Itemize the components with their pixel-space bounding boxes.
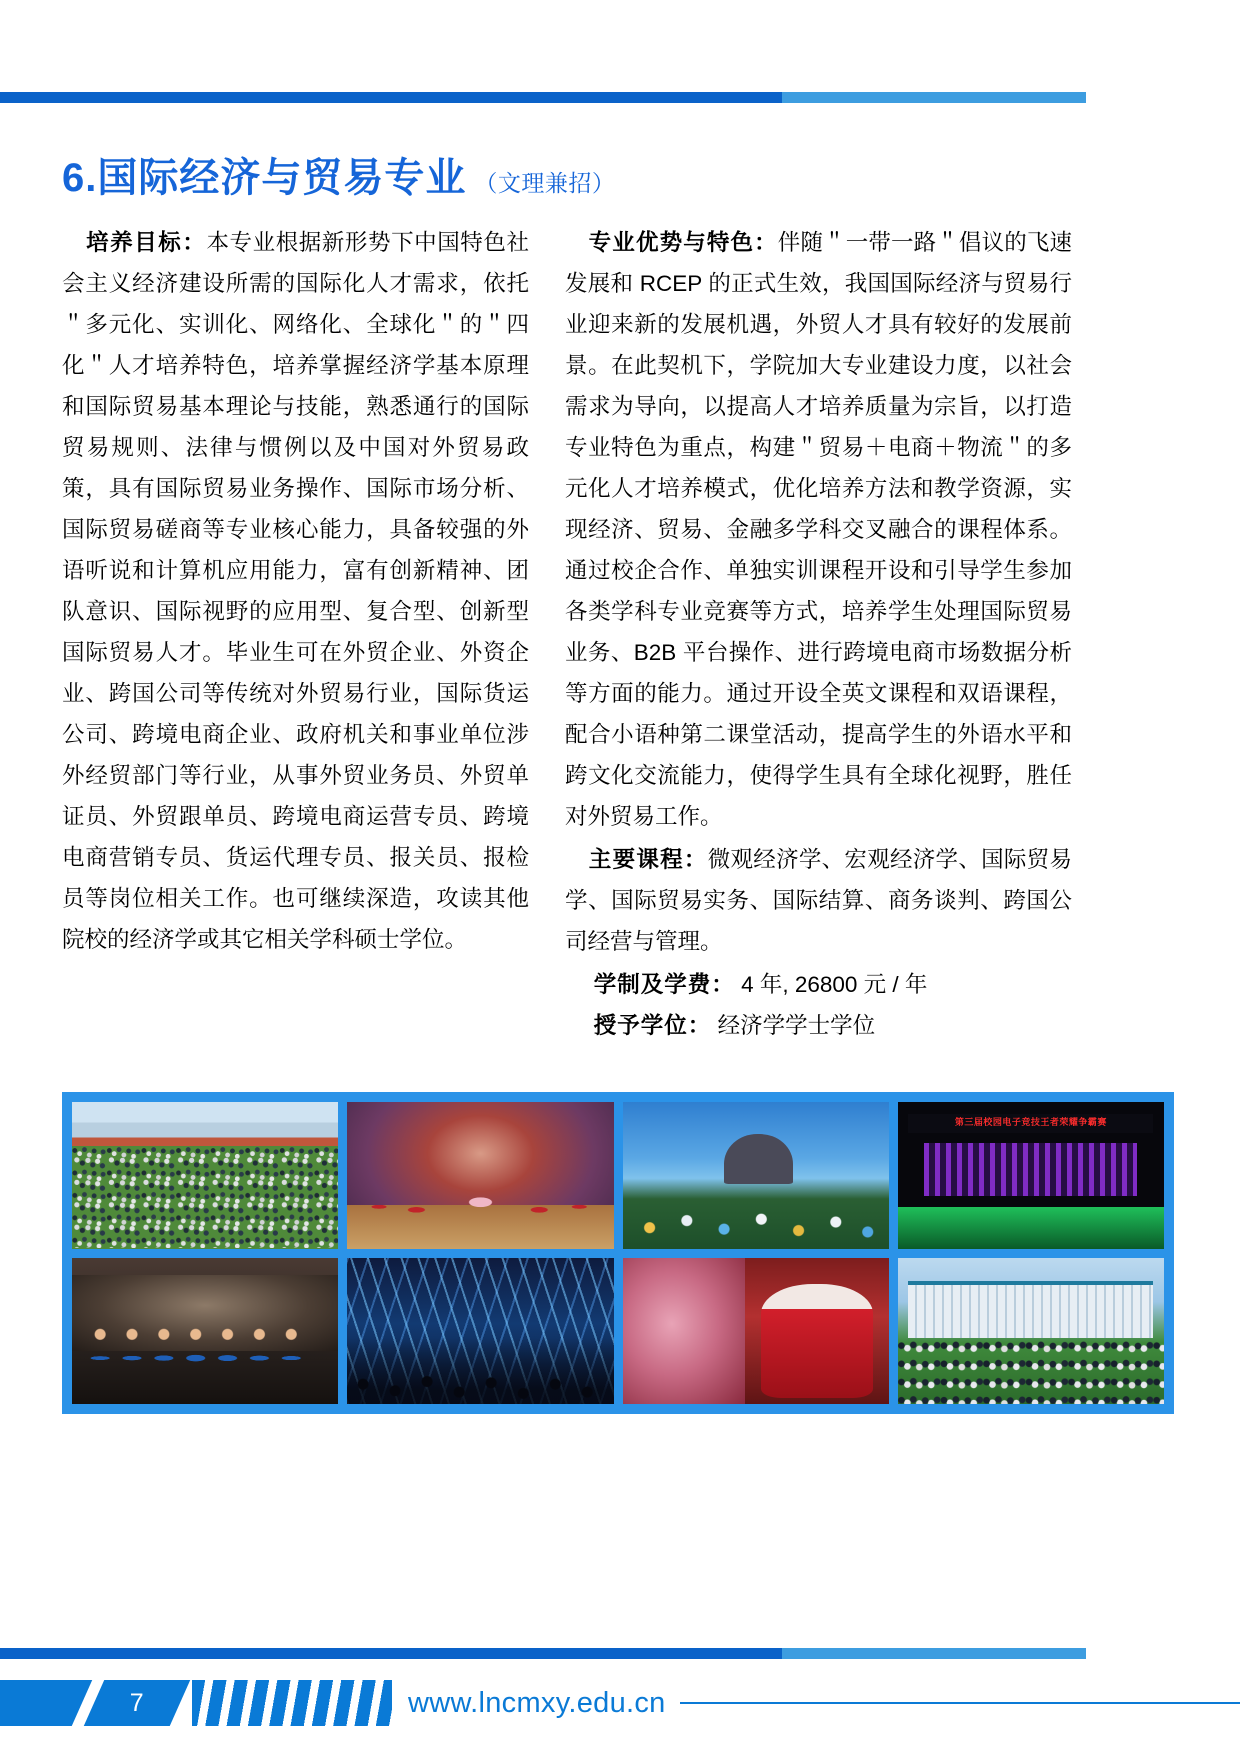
photo-concert-crowd-blue-lights [347, 1258, 613, 1405]
photo-esports-competition-stage [898, 1102, 1164, 1249]
duration-value: 4 年, 26800 元 / 年 [741, 972, 928, 997]
page-number-badge [84, 1680, 190, 1726]
duration-label: 学制及学费： [593, 972, 735, 997]
photo-campus-building-crowd [898, 1258, 1164, 1405]
left-column [62, 222, 529, 1046]
footer-diagonal-stripes [192, 1680, 392, 1726]
photo-campus-field-assembly [72, 1102, 338, 1249]
advantages-paragraph [565, 222, 1072, 837]
courses-body: 微观经济学、宏观经济学、国际贸易学、国际贸易实务、国际结算、商务谈判、跨国公司经营与管理。 [565, 847, 1072, 954]
footer-left-block [0, 1680, 92, 1726]
photo-red-dance-performance [347, 1102, 613, 1249]
page-title-main: 6.国际经济与贸易专业 [62, 156, 467, 200]
training-goal-body: 本专业根据新形势下中国特色社会主义经济建设所需的国际化人才需求，依托＂多元化、实训化、网络化、全球化＂的＂四化＂人才培养特色，培养掌握经济学基本原理和国际贸易基本理论与技能，熟悉通行的国际贸易规则、法律与惯例以及中国对外贸易政策，具有国际贸易业务操作、国际市场分析、国际贸易磋商等专业核心能力，具备较强的外语听说和计算机应用能力，富有创新精神、团队意识、国际视野的应用型、复合型、创新型国际贸易人才。毕业生可在外贸企业、外资企业、跨国公司等传统对外贸易行业，国际货运公司、跨境电商企业、政府机关和事业单位涉外经贸部门等行业，从事外贸业务员、外贸单证员、外贸跟单员、跨境电商运营专员、跨境电商营销专员、货运代理专员、报关员、报检员等岗位相关工作。也可继续深造，攻读其他院校的经济学或其它相关学科硕士学位。 [62, 230, 529, 952]
right-column [565, 222, 1072, 1046]
degree-row [565, 1005, 1072, 1046]
training-goal-label: 培养目标： [86, 230, 207, 255]
article-columns [62, 222, 1072, 1046]
photo-red-dress-soloist [623, 1258, 889, 1405]
footer-trailing-line [680, 1702, 1240, 1704]
photo-blue-costume-chorus [72, 1258, 338, 1405]
courses-paragraph [565, 839, 1072, 962]
advantages-label: 专业优势与特色： [588, 230, 778, 255]
training-goal-paragraph [62, 222, 529, 960]
esports-banner-text: 第三届校园电子竞技王者荣耀争霸赛 [908, 1114, 1153, 1133]
footer-divider-bar [0, 1648, 1086, 1659]
degree-value: 经济学学士学位 [717, 1013, 876, 1038]
footer-website-url[interactable]: www.lncmxy.edu.cn [408, 1686, 666, 1719]
top-divider-bar [0, 92, 1086, 103]
footer-content-row [0, 1680, 1240, 1726]
photo-gallery [62, 1092, 1174, 1414]
page-footer [0, 1594, 1240, 1754]
page-title [62, 146, 615, 203]
page-title-qualifier: （文理兼招） [474, 170, 616, 196]
degree-label: 授予学位： [593, 1013, 712, 1038]
photo-yurt-stage-chorus [623, 1102, 889, 1249]
page-number: 7 [130, 1688, 144, 1717]
courses-label: 主要课程： [588, 847, 708, 872]
advantages-body: 伴随＂一带一路＂倡议的飞速发展和 RCEP 的正式生效，我国国际经济与贸易行业迎来新的发展机遇，外贸人才具有较好的发展前景。在此契机下，学院加大专业建设力度，以社会需求为导向，以提高人才培养质量为宗旨，以打造专业特色为重点，构建＂贸易＋电商＋物流＂的多元化人才培养模式，优化培养方法和教学资源，实现经济、贸易、金融多学科交叉融合的课程体系。通过校企合作、单独实训课程开设和引导学生参加各类学科专业竞赛等方式，培养学生处理国际贸易业务、B2B 平台操作、进行跨境电商市场数据分析等方面的能力。通过开设全英文课程和双语课程，配合小语种第二课堂活动，提高学生的外语水平和跨文化交流能力，使得学生具有全球化视野，胜任对外贸易工作。 [565, 230, 1072, 829]
duration-and-tuition-row [565, 964, 1072, 1005]
